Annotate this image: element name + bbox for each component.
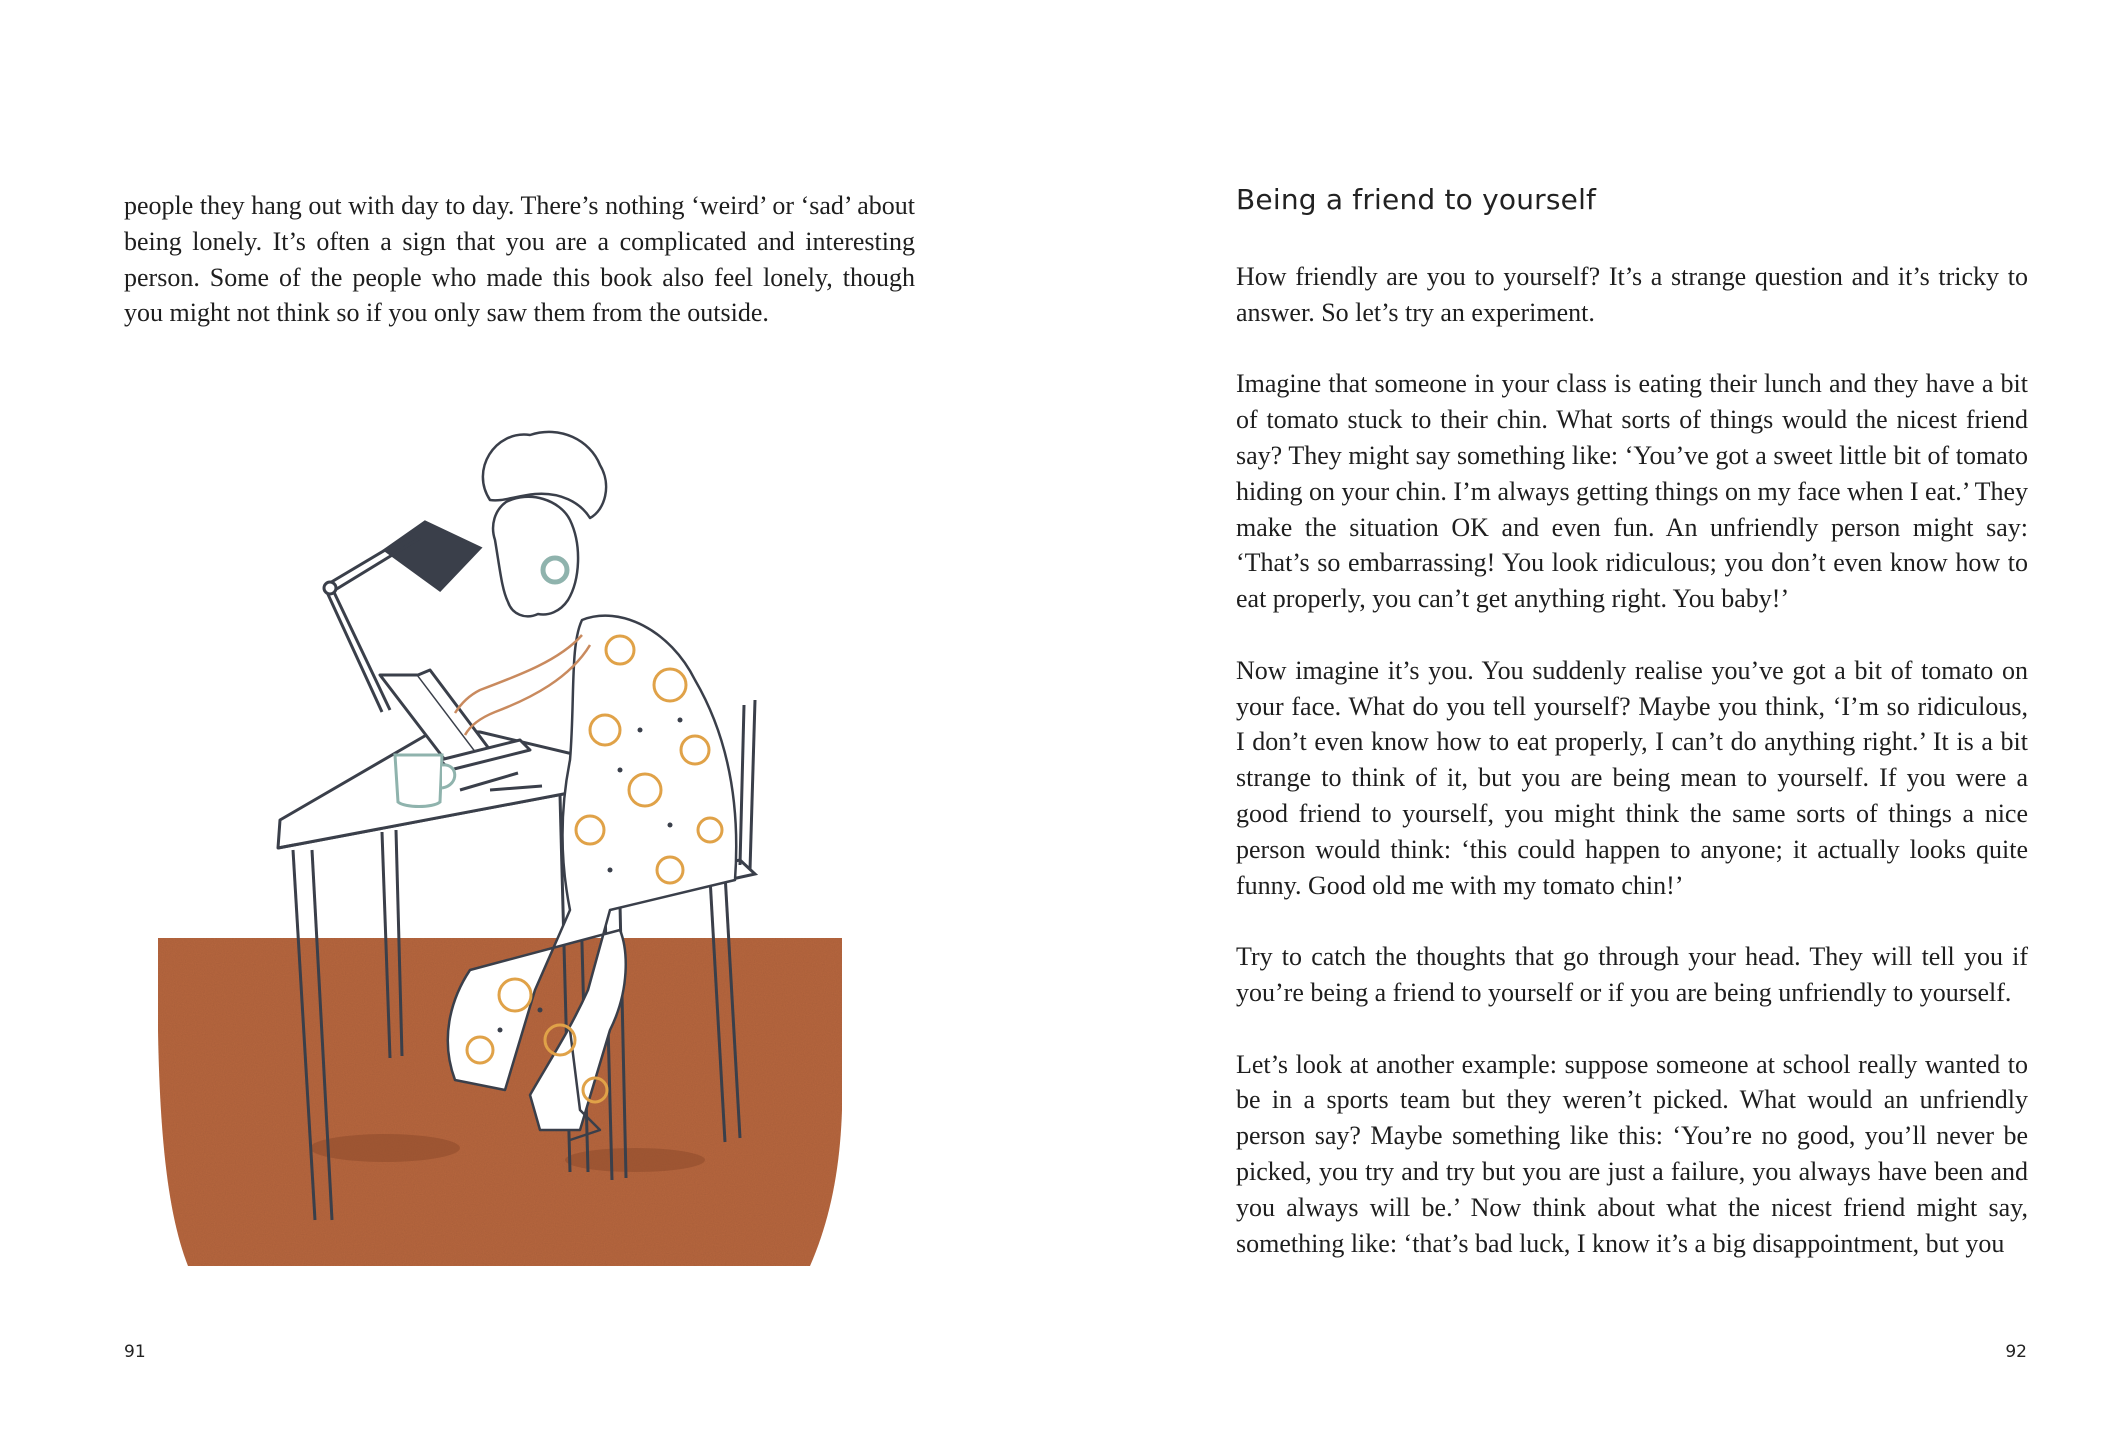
woman-at-laptop-illustration xyxy=(150,430,850,1270)
page-number: 92 xyxy=(2005,1342,2027,1362)
paragraph: Try to catch the thoughts that go through your head. They will tell you if you’re being a friend to yourself or if you are being unfriendly to yourself. xyxy=(1236,942,2028,1007)
intro-paragraph: people they hang out with day to day. There’s nothing ‘weird’ or ‘sad’ about being lonely. It’s often a sign that you are a complicated and interesting person. Some of the people who made this book also feel lonely, though you might not think so if you only saw them from the outside. xyxy=(124,191,915,328)
paragraph: Let’s look at another example: suppose someone at school really wanted to be in a sports team but they weren’t picked. What would an unfriendly person say? Maybe something like this: ‘You’re no good, you’ll never be picked, you try and try but you are just a failure, you always have been and you always will be.’ Now think about what the nicest friend might say, something like: ‘that’s bad luck, I know it’s a big disappointment, but you xyxy=(1236,1049,2028,1258)
section-heading: Being a friend to yourself xyxy=(1236,183,1597,216)
body-text xyxy=(1236,259,2028,1261)
paragraph: Imagine that someone in your class is eating their lunch and they have a bit of tomato stuck to their chin. What sorts of things would the nicest friend say? They might say something like: ‘You’ve got a sweet little bit of tomato hiding on your chin. I’m always getting things on my face when I eat.’ They make the situation OK and even fun. An unfriendly person might say: ‘That’s so embarrassing! You look ridiculous; you don’t even know how to eat properly, you can’t get anything right. You baby!’ xyxy=(1236,369,2028,614)
paragraph: Now imagine it’s you. You suddenly realise you’ve got a bit of tomato on your face. What do you tell yourself? Maybe you think, ‘I’m so ridiculous, I don’t even know how to eat properly, I can’t do anything right.’ It is a bit strange to think of it, but you are being mean to yourself. If you were a good friend to yourself, you might think the same sorts of things a nice person would think: ‘this could happen to anyone; it actually looks quite funny. Good old me with my tomato chin!’ xyxy=(1236,655,2028,900)
paragraph: How friendly are you to yourself? It’s a strange question and it’s tricky to answer. So let’s try an experiment. xyxy=(1236,262,2028,327)
page-number: 91 xyxy=(124,1342,146,1362)
right-page xyxy=(1062,0,2125,1452)
left-page xyxy=(0,0,1062,1452)
